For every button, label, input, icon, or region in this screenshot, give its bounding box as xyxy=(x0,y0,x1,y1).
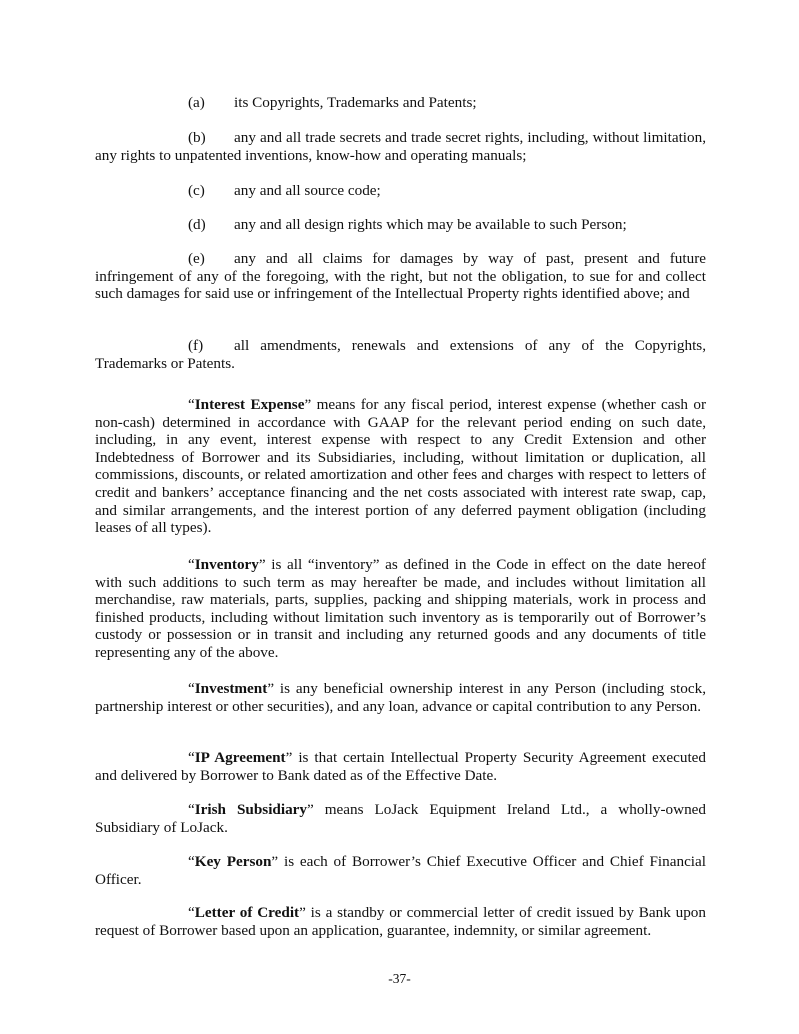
defined-term: Interest Expense xyxy=(194,396,305,413)
definition-inventory: “Inventory” is all “inventory” as defined in the Code in effect on the date hereof with such additions to such term as may hereafter be made, and includes without limitation all merchandise, raw materials, parts, supplies, packing and shipping materials, work in process and finished products, including without limitation such inventory as is temporarily out of Borrower’s custody or possession or in transit and including any returned goods and any documents of title representing any of the above. xyxy=(95,556,706,661)
item-text: any and all design rights which may be available to such Person; xyxy=(234,216,627,233)
definition-interest-expense: “Interest Expense” means for any fiscal period, interest expense (whether cash or non-cash) determined in accordance with GAAP for the relevant period ending on such date, including, in any event, interest expense with respect to any Credit Extension and other Indebtedness of Borrower and its Subsidiaries, including, without limitation or duplication, all commissions, discounts, or related amortization and other fees and charges with respect to letters of credit and bankers’ acceptance financing and the net costs associated with interest rate swap, cap, and similar arrangements, and the interest portion of any deferred payment obligation (including leases of all types). xyxy=(95,396,707,537)
definition-text: is each of Borrower’s Chief Executive Officer and Chief Financial Officer. xyxy=(95,853,706,888)
item-label: (e) xyxy=(188,250,205,267)
definition-investment: “Investment” is any beneficial ownership interest in any Person (including stock, partnership interest or other securities), and any loan, advance or capital contribution to any Person. xyxy=(95,680,706,715)
defined-term: Inventory xyxy=(194,556,259,573)
item-text: its Copyrights, Trademarks and Patents; xyxy=(234,94,477,111)
item-label: (d) xyxy=(188,216,206,233)
item-text: any and all trade secrets and trade secret rights, including, without limitation, any rights to unpatented inventions, know-how and operating manuals; xyxy=(95,129,706,164)
defined-term: Investment xyxy=(194,680,268,697)
definition-text: is that certain Intellectual Property Security Agreement executed and delivered by Borrower to Bank dated as of the Effective Date. xyxy=(95,749,706,784)
defined-term: IP Agreement xyxy=(194,749,286,766)
item-label: (b) xyxy=(188,129,206,146)
item-text: all amendments, renewals and extensions of any of the Copyrights, Trademarks or Patents. xyxy=(95,337,706,372)
item-label: (a) xyxy=(188,94,205,111)
list-item-a xyxy=(95,94,706,112)
list-item-c xyxy=(95,182,706,200)
definition-text: is a standby or commercial letter of credit issued by Bank upon request of Borrower based upon an application, guarantee, indemnity, or similar agreement. xyxy=(95,904,706,939)
page-number: -37- xyxy=(388,971,411,986)
defined-term: Key Person xyxy=(194,853,272,870)
definition-text: is any beneficial ownership interest in any Person (including stock, partnership interest or other securities), and any loan, advance or capital contribution to any Person. xyxy=(95,680,706,715)
list-item-e xyxy=(95,250,706,303)
list-item-b xyxy=(95,129,706,164)
item-label: (c) xyxy=(188,182,205,199)
definition-text: means LoJack Equipment Ireland Ltd., a wholly-owned Subsidiary of LoJack. xyxy=(95,801,707,836)
definition-irish-subsidiary: “Irish Subsidiary” means LoJack Equipment Ireland Ltd., a wholly-owned Subsidiary of LoJack. xyxy=(95,801,707,836)
item-text: any and all source code; xyxy=(234,182,381,199)
definition-ip-agreement: “IP Agreement” is that certain Intellectual Property Security Agreement executed and delivered by Borrower to Bank dated as of the Effective Date. xyxy=(95,749,706,784)
definition-letter-of-credit: “Letter of Credit” is a standby or commercial letter of credit issued by Bank upon request of Borrower based upon an application, guarantee, indemnity, or similar agreement. xyxy=(95,904,706,939)
defined-term: Irish Subsidiary xyxy=(194,801,308,818)
definition-text: means for any fiscal period, interest expense (whether cash or non-cash) determined in accordance with GAAP for the relevant period ending on such date, including, in any event, interest expense with respect to any Credit Extension and other Indebtedness of Borrower and its Subsidiaries, including, without limitation or duplication, all commissions, discounts, or related amortization and other fees and charges with respect to letters of credit and bankers’ acceptance financing and the net costs associated with interest rate swap, cap, and similar arrangements, and the interest portion of any deferred payment obligation (including leases of all types). xyxy=(95,396,707,537)
item-text: any and all claims for damages by way of past, present and future infringement of any of the foregoing, with the right, but not the obligation, to sue for and collect such damages for said use or infringement of the Intellectual Property rights identified above; and xyxy=(95,250,706,303)
list-item-f xyxy=(95,337,706,372)
definition-text: is all “inventory” as defined in the Code in effect on the date hereof with such additions to such term as may hereafter be made, and includes without limitation all merchandise, raw materials, parts, supplies, packing and shipping materials, work in process and finished products, including without limitation such inventory as is temporarily out of Borrower’s custody or possession or in transit and including any returned goods and any documents of title representing any of the above. xyxy=(95,556,706,661)
definition-key-person: “Key Person” is each of Borrower’s Chief Executive Officer and Chief Financial Officer. xyxy=(95,853,706,888)
item-label: (f) xyxy=(188,337,204,354)
defined-term: Letter of Credit xyxy=(194,904,300,921)
list-item-d xyxy=(95,216,706,234)
